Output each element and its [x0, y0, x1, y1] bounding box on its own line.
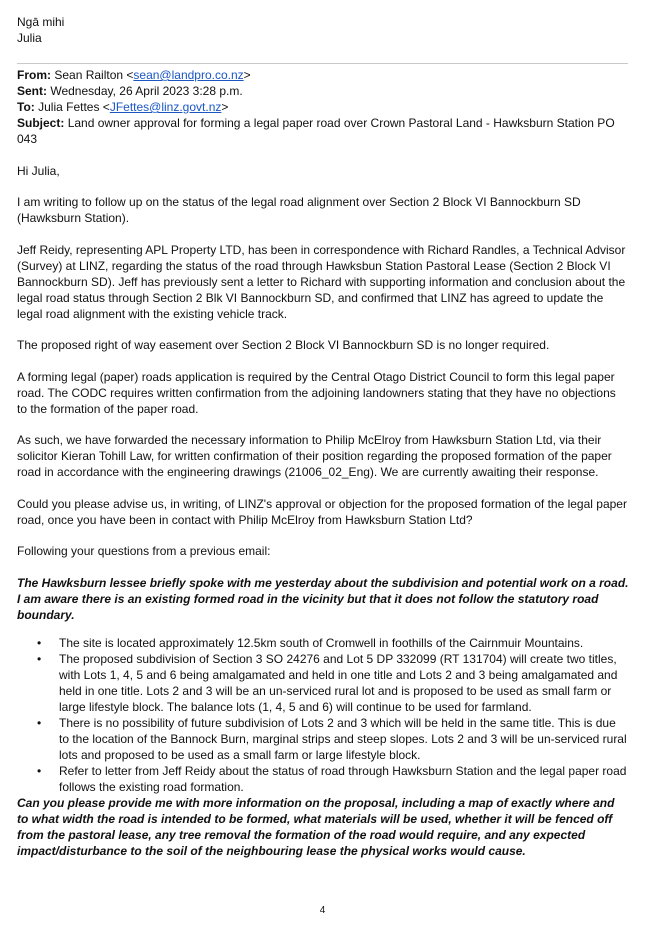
list-item — [37, 635, 629, 651]
paragraph: As such, we have forwarded the necessary information to Philip McElroy from Hawksburn Station Ltd, via their solicitor Kieran Tohill Law, for written confirmation of their position regarding the proposed formation of the paper road in accordance with the engineering drawings (21006_02_Eng). We are currently awaiting their response. — [17, 433, 612, 479]
signoff — [17, 14, 64, 46]
paragraph: I am writing to follow up on the status of the legal road alignment over Section 2 Block VI Bannockburn SD (Hawksburn Station). — [17, 195, 581, 225]
from-close: > — [243, 68, 251, 82]
list-item-text: There is no possibility of future subdivision of Lots 2 and 3 which will be held in the same title. This is due to the location of the Bannock Burn, marginal strips and steep slopes. Lots 2 and 3 will be un-serviced rural lots and proposed to be used as a small farm or large lifestyle block. — [59, 715, 627, 762]
header-divider — [17, 63, 628, 64]
list-item — [37, 651, 629, 715]
to-label: To: — [17, 100, 35, 114]
response-list — [17, 635, 629, 795]
sent-label: Sent: — [17, 84, 47, 98]
from-name: Sean Railton < — [54, 68, 134, 82]
question-quote: Can you please provide me with more information on the proposal, including a map of exactly where and to what width the road is intended to be formed, what materials will be used, whether it will be fenced off from the pastoral lease, any tree removal the formation of the road would require, and any expected impact/disturbance to the soil of the neighbouring lease the physical works would cause. — [17, 795, 615, 858]
to-email-link[interactable]: JFettes@linz.govt.nz — [109, 100, 222, 114]
greeting: Hi Julia, — [17, 163, 60, 178]
list-item-text: The site is located approximately 12.5km south of Cromwell in foothills of the Cairnmuir Mountains. — [59, 635, 584, 650]
list-item — [37, 715, 629, 763]
list-item — [37, 763, 629, 795]
bullet-icon: • — [37, 635, 42, 650]
signoff-line: Ngā mihi — [17, 15, 65, 29]
to-close: > — [221, 100, 229, 114]
sent-line — [17, 83, 629, 99]
subject-label: Subject: — [17, 116, 65, 130]
bullet-icon: • — [37, 715, 42, 730]
to-name: Julia Fettes < — [38, 100, 110, 114]
bullet-icon: • — [37, 651, 42, 666]
question-quote: The Hawksburn lessee briefly spoke with me yesterday about the subdivision and potential work on a road. I am aware there is an existing formed road in the vicinity but that it does not follow the statutory road boundary. — [17, 575, 629, 622]
email-header — [17, 67, 629, 147]
from-line — [17, 67, 629, 83]
sent-value: Wednesday, 26 April 2023 3:28 p.m. — [50, 84, 243, 98]
list-item-text: The proposed subdivision of Section 3 SO 24276 and Lot 5 DP 332099 (RT 131704) will create two titles, with Lots 1, 4, 5 and 6 being amalgamated and held in one title and Lots 2 and 3 being amalgamated and held in one title. Lots 2 and 3 will be an un-serviced rural lot and is proposed to be used as small farm or large lifestyle block. The balance lots (1, 4, 5 and 6) will continue to be used for farmland. — [59, 651, 618, 714]
from-label: From: — [17, 68, 51, 82]
subject-line — [17, 115, 629, 147]
paragraph: Could you please advise us, in writing, of LINZ's approval or objection for the proposed formation of the legal paper road, once you have been in contact with Philip McElroy from Hawksburn Station Ltd? — [17, 496, 627, 527]
paragraph: The proposed right of way easement over Section 2 Block VI Bannockburn SD is no longer required. — [17, 338, 550, 352]
to-line — [17, 99, 629, 115]
bullet-icon: • — [37, 763, 42, 778]
list-item-text: Refer to letter from Jeff Reidy about the status of road through Hawksburn Station and the legal paper road follows the existing road formation. — [59, 763, 627, 794]
paragraph: Jeff Reidy, representing APL Property LTD, has been in correspondence with Richard Randles, a Technical Advisor (Survey) at LINZ, regarding the status of the road through Hawksbun Station Pastoral Lease (Section 2 Block VI Bannockburn SD). Jeff has previously sent a letter to Richard with supporting information and conclusion about the legal road status through Section 2 Blk VI Bannockburn SD, and confirmed that LINZ has agreed to update the legal road alignment with the existing vehicle track. — [17, 242, 626, 321]
subject-value: Land owner approval for forming a legal paper road over Crown Pastoral Land - Hawksburn Station PO 043 — [17, 116, 615, 146]
paragraph: A forming legal (paper) roads application is required by the Central Otago District Council to form this legal paper road. The CODC requires written confirmation from the adjoining landowners stating that they have no objections to the formation of the paper road. — [17, 369, 616, 416]
email-body — [17, 67, 629, 859]
from-email-link[interactable]: sean@landpro.co.nz — [133, 68, 244, 82]
page-number: 4 — [319, 905, 326, 916]
paragraph: Following your questions from a previous email: — [17, 544, 271, 558]
signoff-name: Julia — [17, 31, 42, 45]
